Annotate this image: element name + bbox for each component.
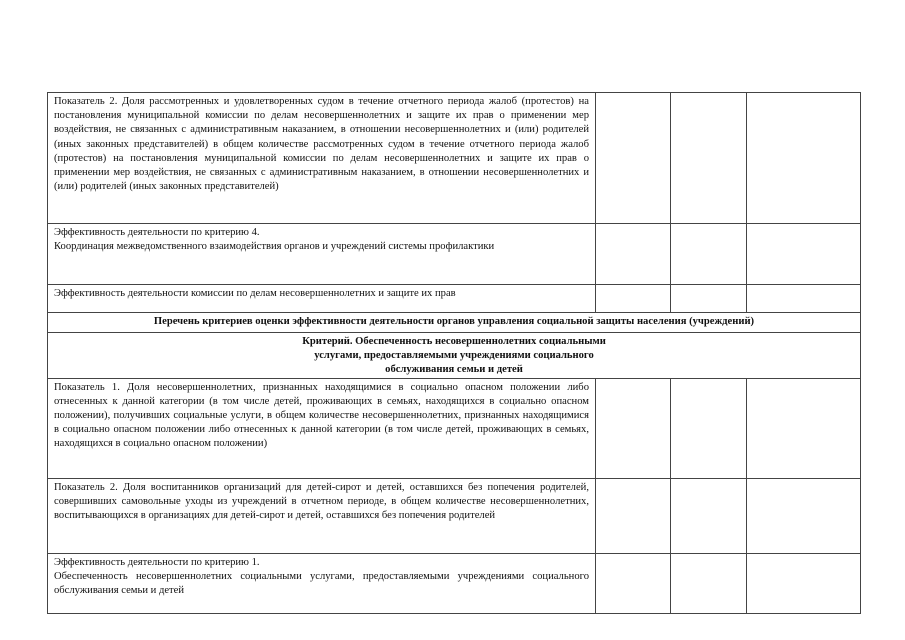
value-cell [671,285,747,313]
table-row [48,478,861,553]
value-cell [596,553,671,613]
indicator-text: Показатель 1. Доля несовершеннолетних, признанных находящимися в социально опасном положении либо отнесенных к данной категории (в том числе детей, проживающих в семьях, находящихся в социально опасном положении), получивших социальные услуги, в общем количестве несовершеннолетних, признанных находящимися в социально опасном положении либо отнесенных к данной категории (в том числе детей, проживающих в семьях, находящихся в социально опасном положении) [54,381,589,450]
table-row [48,333,861,379]
value-cell [596,285,671,313]
value-cell [747,224,861,285]
indicator-text: Показатель 2. Доля воспитанников организаций для детей-сирот и детей, оставшихся без попечения родителей, совершивших самовольные уходы из учреждений в отчетном периоде, в общем количестве несовершеннолетних, воспитывающихся в организациях для детей-сирот и детей, оставшихся без попечения родителей [54,481,589,522]
value-cell [747,378,861,478]
value-cell [747,478,861,553]
table-row [48,313,861,333]
value-cell [671,224,747,285]
table-row [48,553,861,613]
indicator-text: Показатель 2. Доля рассмотренных и удовлетворенных судом в течение отчетного периода жалоб (протестов) на постановления муниципальной комиссии по делам несовершеннолетних и защите их прав о применении мер воздействия, не связанных с административным наказанием, в отношении несовершеннолетних и (или) родителей (иных законных представителей) в общем количестве рассмотренных судом в течение отчетного периода жалоб (протестов) на постановления муниципальной комиссии по делам несовершеннолетних и защите их прав о применении мер воздействия, не связанных с административным наказанием, в отношении несовершеннолетних и (или) родителей (иных законных представителей) [54,96,589,193]
criteria-table [47,92,861,614]
value-cell [671,93,747,224]
indicator-2-kdn-complaints-cell [48,93,596,224]
value-cell [671,478,747,553]
value-cell [596,378,671,478]
criterion-heading-social-services: Критерий. Обеспеченность несовершеннолетних социальными услугами, предоставляемыми учреждениями социального обслуживания семьи и детей [48,333,861,379]
indicator-2-orphans-cell [48,478,596,553]
indicator-1-social-services-cell [48,378,596,478]
efficiency-text: Координация межведомственного взаимодействия органов и учреждений системы профилактики [54,241,495,253]
efficiency-heading: Эффективность деятельности по критерию 4. [54,227,260,238]
efficiency-heading: Эффективность деятельности по критерию 1. [54,556,260,568]
table-row [48,93,861,224]
value-cell [747,553,861,613]
efficiency-criterion-1-cell [48,553,596,613]
value-cell [596,224,671,285]
value-cell [596,93,671,224]
value-cell [747,285,861,313]
value-cell [671,553,747,613]
table-row [48,378,861,478]
efficiency-criterion-4-cell [48,224,596,285]
value-cell [671,378,747,478]
document-page [47,92,860,614]
section-heading-social-protection: Перечень критериев оценки эффективности деятельности органов управления социальной защиты населения (учреждений) [48,313,861,333]
value-cell [747,93,861,224]
efficiency-text: Обеспеченность несовершеннолетних социальными услугами, предоставляемыми учреждениями социального обслуживания семьи и детей [54,570,589,597]
table-row [48,224,861,285]
value-cell [596,478,671,553]
table-row [48,285,861,313]
efficiency-heading: Эффективность деятельности комиссии по делам несовершеннолетних и защите их прав [54,288,456,299]
efficiency-commission-cell [48,285,596,313]
